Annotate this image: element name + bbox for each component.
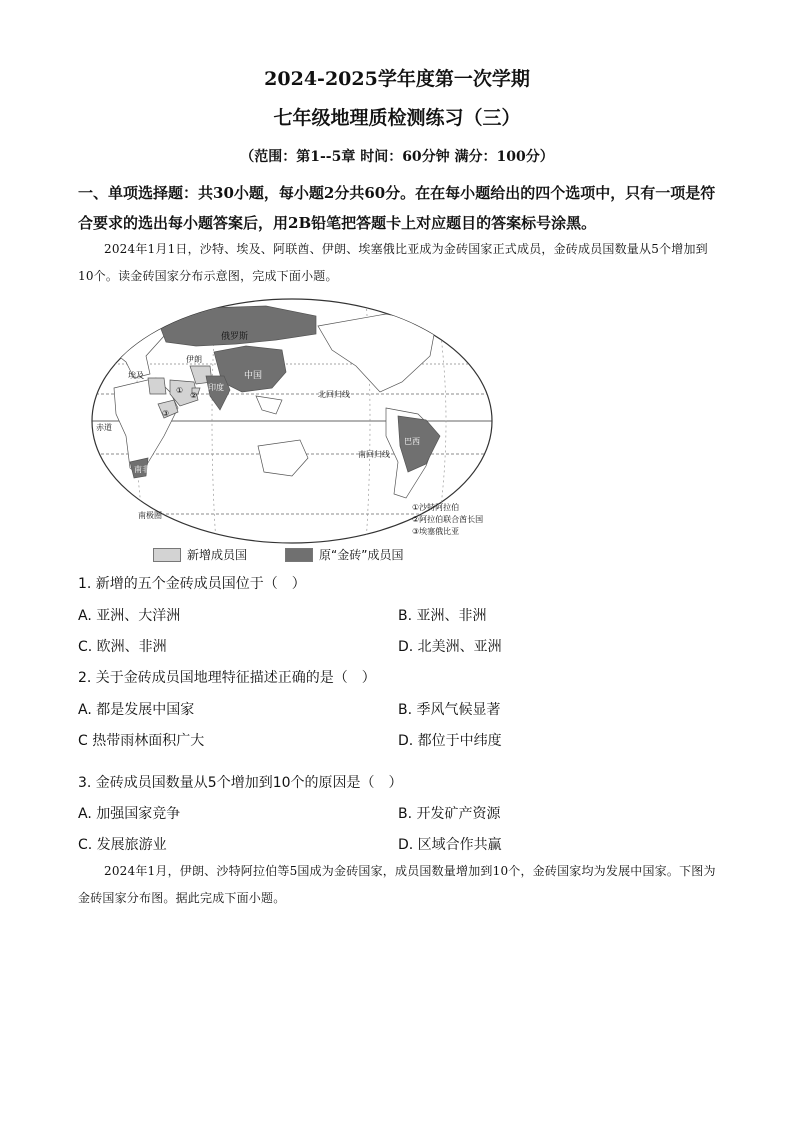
marker-2: ②: [190, 391, 198, 400]
question-2-stem: 2. 关于金砖成员国地理特征描述正确的是（ ）: [78, 670, 376, 686]
q3-option-b: B. 开发矿产资源: [398, 806, 501, 822]
q1-option-a: A. 亚洲、大洋洲: [78, 608, 181, 624]
map-note-1: ①沙特阿拉伯: [412, 503, 460, 512]
exam-title-year: 2024-2025学年度第一次学期: [264, 68, 530, 90]
question-1-stem: 1. 新增的五个金砖成员国位于（ ）: [78, 576, 306, 592]
q2-option-c: C 热带雨林面积广大: [78, 733, 205, 749]
q2-option-a: A. 都是发展中国家: [78, 702, 195, 718]
section-instructions: 一、单项选择题：共30小题，每小题2分共60分。在在每小题给出的四个选项中，只有一项是符合要求的选出每小题答案后，用2B铅笔把答题卡上对应题目的答案标号涂黑。: [78, 184, 716, 232]
label-russia: 俄罗斯: [221, 332, 249, 342]
egypt-region: [148, 378, 166, 394]
label-antarctic-circle: 南极圈: [138, 511, 162, 520]
map-legend: [153, 546, 403, 563]
question-3-stem: 3. 金砖成员国数量从5个增加到10个的原因是（ ）: [78, 775, 403, 791]
passage-second: 2024年1月，伊朗、沙特阿拉伯等5国成为金砖国家，成员国数量增加到10个，金砖国家均为发展中国家。下图为金砖国家分布图。据此完成下面小题。: [78, 864, 716, 905]
label-tropic-capricorn: 南回归线: [358, 450, 390, 459]
q1-option-b: B. 亚洲、非洲: [398, 608, 487, 624]
map-note-3: ③埃塞俄比亚: [412, 527, 460, 536]
world-map-figure: [86, 296, 506, 551]
label-tropic-cancer: 北回归线: [318, 390, 350, 399]
q2-option-b: B. 季风气候显著: [398, 702, 501, 718]
label-south-africa: 南非: [134, 465, 150, 474]
brics-world-map: [86, 296, 506, 566]
marker-3: ③: [162, 409, 170, 418]
label-equator: 赤道: [96, 423, 112, 432]
map-note-2: ②阿拉伯联合酋长国: [412, 515, 484, 524]
exam-title: 七年级地理质检测练习（三）: [273, 107, 521, 129]
q1-option-c: C. 欧洲、非洲: [78, 639, 167, 655]
q2-option-d: D. 都位于中纬度: [398, 733, 502, 749]
q3-option-c: C. 发展旅游业: [78, 837, 167, 853]
label-egypt: 埃及: [128, 371, 144, 380]
label-india: 印度: [208, 383, 224, 392]
label-brazil: 巴西: [404, 437, 420, 446]
q3-option-d: D. 区域合作共赢: [398, 837, 502, 853]
legend-swatch-new: [153, 548, 181, 562]
q1-option-d: D. 北美洲、亚洲: [398, 639, 502, 655]
passage-intro: 2024年1月1日，沙特、埃及、阿联酋、伊朗、埃塞俄比亚成为金砖国家正式成员，金砖成员国数量从5个增加到10个。读金砖国家分布示意图，完成下面小题。: [78, 242, 708, 283]
marker-1: ①: [176, 386, 184, 395]
q3-option-a: A. 加强国家竞争: [78, 806, 181, 822]
legend-label-new: 新增成员国: [187, 548, 248, 562]
label-china: 中国: [244, 371, 263, 381]
exam-subtitle: （范围：第1--5章 时间：60分钟 满分：100分）: [240, 149, 554, 165]
legend-swatch-original: [285, 548, 313, 562]
legend-label-original: 原“金砖”成员国: [319, 548, 404, 562]
label-iran: 伊朗: [186, 355, 202, 364]
